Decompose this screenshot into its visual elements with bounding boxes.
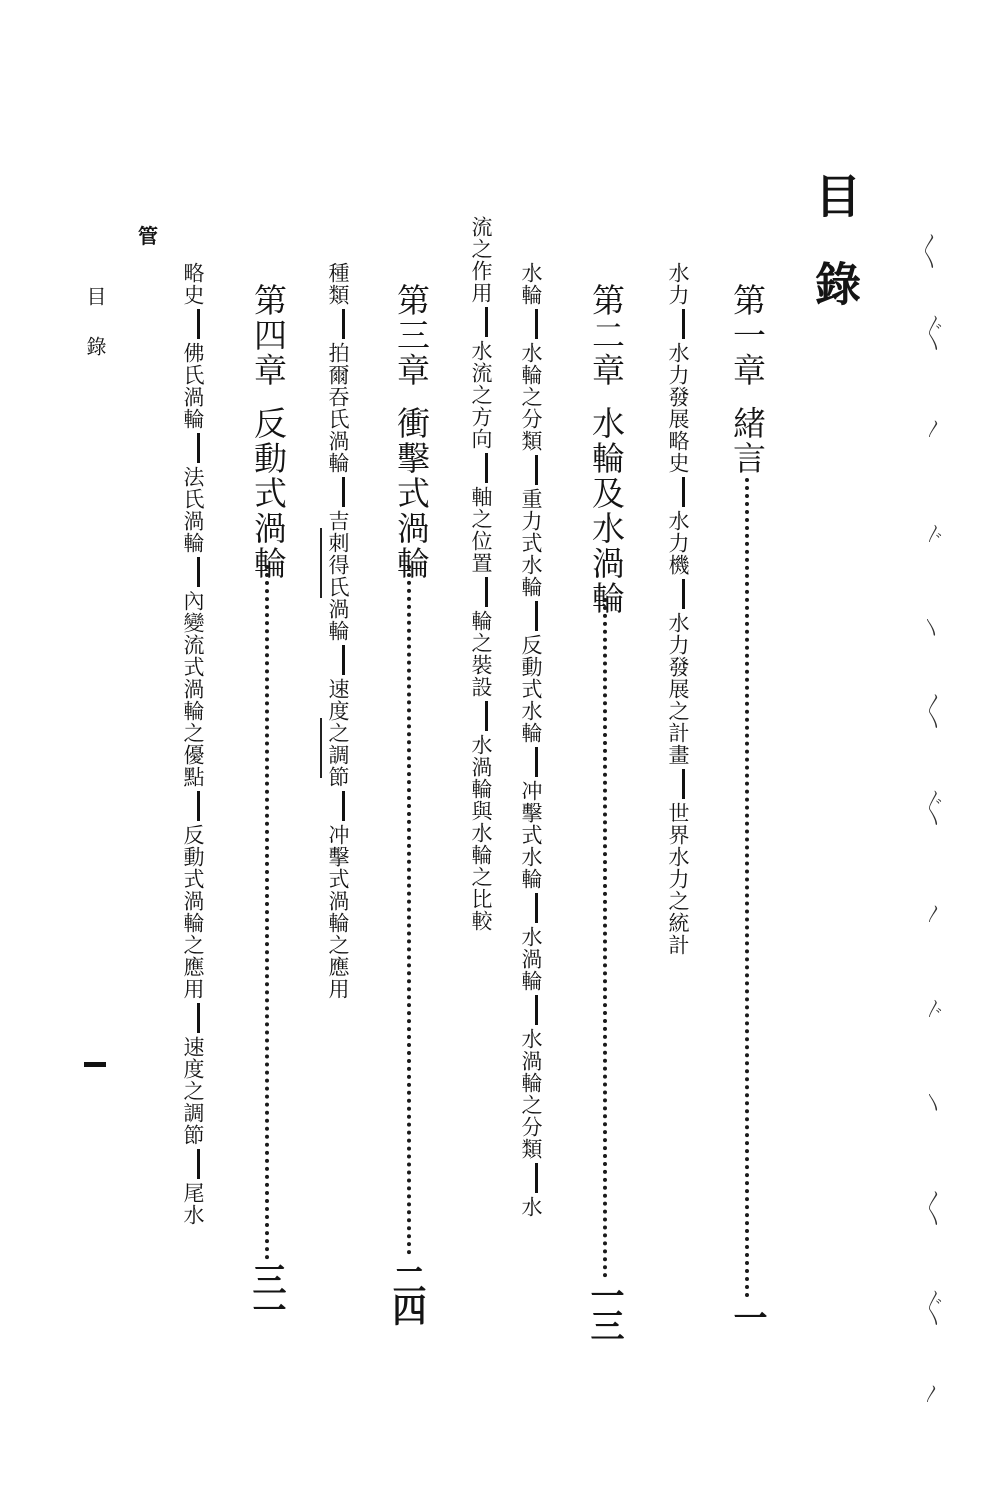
- subtopic: 冲擊式渦輪之應用: [326, 824, 350, 1000]
- edge-mark: 〲: [925, 1299, 943, 1320]
- edge-mark: 〴: [925, 999, 943, 1020]
- edge-mark: 〵: [925, 1094, 943, 1115]
- chapter-1-leader: [745, 478, 749, 1298]
- edge-mark: 〱: [925, 702, 943, 723]
- dash-separator: [197, 791, 200, 821]
- page-title: 目錄: [808, 172, 862, 348]
- dash-separator: [535, 601, 538, 631]
- chapter-2-name: 水輪及水渦輪: [587, 406, 626, 616]
- subtopic: 速度之調節: [181, 1036, 205, 1146]
- chapter-3-number: 第三章: [392, 283, 431, 388]
- subtopic: 水力: [666, 262, 690, 306]
- dash-separator: [535, 995, 538, 1025]
- chapter-4-leader: [265, 565, 269, 1260]
- subtopic: 尾水: [181, 1182, 205, 1226]
- dash-separator: [535, 747, 538, 777]
- dash-separator: [485, 453, 488, 483]
- dash-separator: [682, 579, 685, 609]
- chapter-2-number: 第二章: [587, 283, 626, 388]
- chapter-2-heading: [587, 283, 626, 616]
- chapter-1-subtopics: [667, 262, 688, 956]
- dash-separator: [535, 893, 538, 923]
- subtopic: 略史: [181, 262, 205, 306]
- edge-mark: 〴: [925, 524, 943, 545]
- bracket-mark: [320, 718, 322, 778]
- dash-separator: [197, 557, 200, 587]
- subtopic: 佛氏渦輪: [181, 342, 205, 430]
- running-header: 目錄: [83, 286, 107, 386]
- edge-mark: 〳: [925, 904, 943, 925]
- edge-mark: 〳: [925, 419, 943, 440]
- dash-separator: [342, 645, 345, 675]
- chapter-3-page: 二四: [386, 1262, 426, 1322]
- chapter-2-subtopics-line2: [470, 216, 491, 932]
- chapter-3-subtopics: [327, 262, 348, 1000]
- bracket-mark: [320, 528, 322, 598]
- subtopic: 水輪之分類: [519, 342, 543, 452]
- chapter-1-page: 一: [727, 1300, 767, 1330]
- dash-separator: [197, 1003, 200, 1033]
- subtopic: 反動式水輪: [519, 634, 543, 744]
- chapter-4-page: 三一: [246, 1262, 286, 1322]
- subtopic: 重力式水輪: [519, 488, 543, 598]
- dash-separator: [535, 455, 538, 485]
- chapter-3-heading: [392, 283, 431, 581]
- subtopic: 法氏渦輪: [181, 466, 205, 554]
- subtopic: 冲擊式水輪: [519, 780, 543, 890]
- dash-separator: [682, 477, 685, 507]
- subtopic: 水渦輪與水輪之比較: [469, 734, 493, 932]
- subtopic: 水力機: [666, 510, 690, 576]
- chapter-1-heading: [728, 283, 767, 476]
- subtopic: 輪之裝設: [469, 610, 493, 698]
- edge-mark: 〱: [921, 242, 939, 263]
- subtopic: 水力發展略史: [666, 342, 690, 474]
- page-folio: [84, 1062, 106, 1067]
- chapter-1-name: 緒言: [728, 406, 767, 476]
- dash-separator: [197, 309, 200, 339]
- subtopic: 水力發展之計畫: [666, 612, 690, 766]
- subtopic: 水: [519, 1196, 543, 1218]
- subtopic: 吉刺得氏渦輪: [326, 510, 350, 642]
- chapter-1-number: 第一章: [728, 283, 767, 388]
- chapter-4-subtopics: [182, 262, 203, 1226]
- edge-mark: 〲: [925, 799, 943, 820]
- edge-mark: 〱: [925, 1199, 943, 1220]
- dash-separator: [485, 307, 488, 337]
- edge-mark: 〳: [923, 1384, 941, 1405]
- subtopic: 速度之調節: [326, 678, 350, 788]
- subtopic: 水渦輪之分類: [519, 1028, 543, 1160]
- subtopic: 內變流式渦輪之優點: [181, 590, 205, 788]
- dash-separator: [535, 309, 538, 339]
- dash-separator: [485, 701, 488, 731]
- subtopic: 軸之位置: [469, 486, 493, 574]
- dash-separator: [535, 1163, 538, 1193]
- subtopic: 水輪: [519, 262, 543, 306]
- dash-separator: [682, 309, 685, 339]
- edge-mark: 〲: [925, 324, 943, 345]
- subtopic: 種類: [326, 262, 350, 306]
- chapter-4-name: 反動式渦輪: [249, 406, 288, 581]
- subtopic: 流之作用: [469, 216, 493, 304]
- chapter-4-heading: [249, 283, 288, 581]
- subtopic: 世界水力之統計: [666, 802, 690, 956]
- chapter-3-name: 衝擊式渦輪: [392, 406, 431, 581]
- chapter-2-page: 一三: [584, 1278, 624, 1338]
- dash-separator: [197, 433, 200, 463]
- dash-separator: [682, 769, 685, 799]
- subtopic: 拍爾吞氏渦輪: [326, 342, 350, 474]
- dash-separator: [197, 1149, 200, 1179]
- chapter-3-leader: [407, 565, 411, 1255]
- margin-mark: 管: [138, 224, 158, 248]
- dash-separator: [342, 309, 345, 339]
- dash-separator: [485, 577, 488, 607]
- edge-mark: 〵: [923, 619, 941, 640]
- edge-bleed-marks: [915, 220, 955, 1440]
- dash-separator: [342, 477, 345, 507]
- dash-separator: [342, 791, 345, 821]
- chapter-2-leader: [603, 598, 607, 1278]
- chapter-4-number: 第四章: [249, 283, 288, 388]
- subtopic: 水渦輪: [519, 926, 543, 992]
- subtopic: 反動式渦輪之應用: [181, 824, 205, 1000]
- chapter-2-subtopics-line1: [520, 262, 541, 1218]
- subtopic: 水流之方向: [469, 340, 493, 450]
